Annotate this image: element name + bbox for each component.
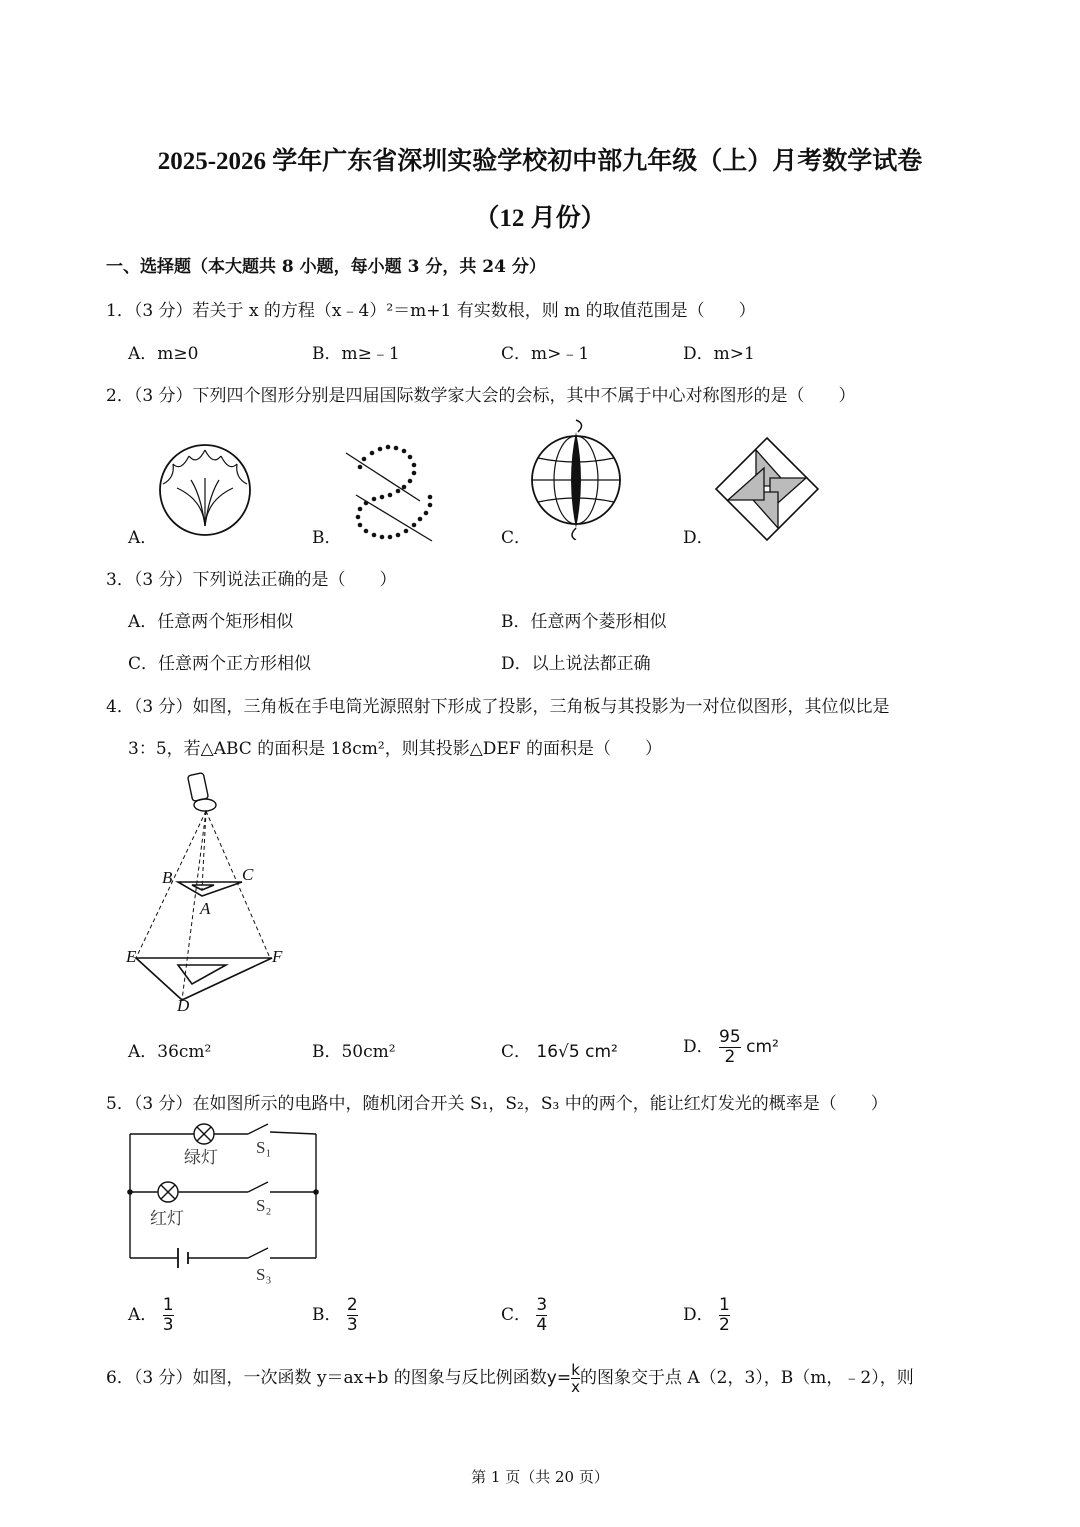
q2-figure-b-dotted-emblem [342,443,437,543]
q4-option-d-fraction [719,1028,741,1067]
q1-option-b: B．m≥﹣1 [312,344,400,364]
q1-option-d: D．m>1 [683,344,755,364]
q4-option-a: A．36cm² [128,1042,212,1062]
page-title: 2025-2026 学年广东省深圳实验学校初中部九年级（上）月考数学试卷 [157,148,923,175]
q5-d-denominator: 2 [719,1315,730,1335]
q5-option-c [501,1296,547,1335]
q5-option-d-letter: D． [683,1305,714,1325]
question-6-stem-part2: 的图象交于点 A（2，3），B（m，﹣2），则 [580,1368,914,1388]
q5-label-green-light: 绿灯 [184,1148,218,1167]
q5-option-b [312,1296,358,1335]
q2-option-c: C． [501,528,532,548]
q6-formula-numerator: k [571,1361,580,1379]
q3-option-b: B．任意两个菱形相似 [501,612,667,632]
q5-label-s3: S₃ [256,1265,272,1284]
q6-formula-fraction [571,1362,580,1395]
q4-option-d [683,1028,779,1067]
q6-formula-denominator: x [571,1378,580,1396]
question-6-stem [106,1362,914,1395]
q3-option-d: D．以上说法都正确 [501,654,651,674]
q4-label-b: B [162,868,173,887]
q2-option-a: A． [128,528,158,548]
q4-label-e: E [126,947,137,966]
q5-option-c-letter: C． [501,1305,532,1325]
q5-b-numerator: 2 [346,1295,358,1315]
page-subtitle: （12 月份） [474,205,606,232]
q5-label-s2: S₂ [256,1196,272,1215]
question-3-stem: 3．（3 分）下列说法正确的是（ ） [106,570,397,590]
q4-option-c-value: 16√5 cm² [536,1042,618,1062]
q5-option-b-letter: B． [312,1305,342,1325]
section-heading: 一、选择题（本大题共 8 小题，每小题 3 分，共 24 分） [106,257,546,277]
q2-figure-c-globe-emblem [528,418,628,540]
q4-label-d: D [177,996,190,1015]
q4-projection-figure [122,768,292,1018]
q4-option-b: B．50cm² [312,1042,396,1062]
question-2-stem: 2．（3 分）下列四个图形分别是四届国际数学家大会的会标，其中不属于中心对称图形的是（ ） [106,386,856,406]
q4-option-d-denominator: 2 [724,1047,736,1067]
question-6-stem-part1: 6．（3 分）如图，一次函数 y＝ax+b 的图象与反比例函数 [106,1368,547,1388]
q5-c-denominator: 4 [536,1315,548,1335]
q3-option-a: A．任意两个矩形相似 [128,612,294,632]
q4-option-d-numerator: 95 [719,1027,741,1047]
q4-option-c-letter: C． [501,1042,532,1062]
q4-option-d-unit: cm² [746,1037,779,1057]
q1-option-a: A．m≥0 [128,344,199,364]
q4-label-c: C [242,865,254,884]
q2-figure-a-circle-emblem [155,440,255,540]
q5-a-denominator: 3 [162,1315,174,1335]
question-1-stem: 1．（3 分）若关于 x 的方程（x﹣4）²＝m+1 有实数根，则 m 的取值范围是（ ） [106,301,756,321]
q3-option-c: C．任意两个正方形相似 [128,654,312,674]
q4-label-a: A [200,899,211,918]
q4-option-d-letter: D． [683,1037,714,1057]
page-footer: 第 1 页（共 20 页） [471,1468,609,1486]
q2-figure-d-pinwheel-emblem [714,436,820,542]
q5-b-denominator: 3 [346,1315,358,1335]
q5-a-numerator: 1 [162,1295,174,1315]
question-4-stem-line1: 4．（3 分）如图，三角板在手电筒光源照射下形成了投影，三角板与其投影为一对位似图形，其位似比是 [106,697,890,717]
q5-option-a [128,1296,174,1335]
q6-formula-lhs: y= [546,1368,572,1388]
q2-option-d: D． [683,528,714,548]
q5-option-d [683,1296,730,1335]
q1-option-c: C．m>﹣1 [501,344,590,364]
question-4-stem-line2: 3：5，若△ABC 的面积是 18cm²，则其投影△DEF 的面积是（ ） [128,739,663,759]
q5-d-numerator: 1 [719,1295,730,1315]
q5-c-numerator: 3 [536,1295,548,1315]
q4-option-c [501,1037,618,1062]
q5-circuit-diagram [124,1118,324,1290]
q5-option-a-letter: A． [128,1305,158,1325]
q2-option-b: B． [312,528,342,548]
q5-label-red-light: 红灯 [150,1209,184,1228]
q4-label-f: F [272,947,283,966]
question-5-stem: 5．（3 分）在如图所示的电路中，随机闭合开关 S₁，S₂，S₃ 中的两个，能让红灯发光的概率是（ ） [106,1094,888,1114]
q5-label-s1: S₁ [256,1138,272,1157]
